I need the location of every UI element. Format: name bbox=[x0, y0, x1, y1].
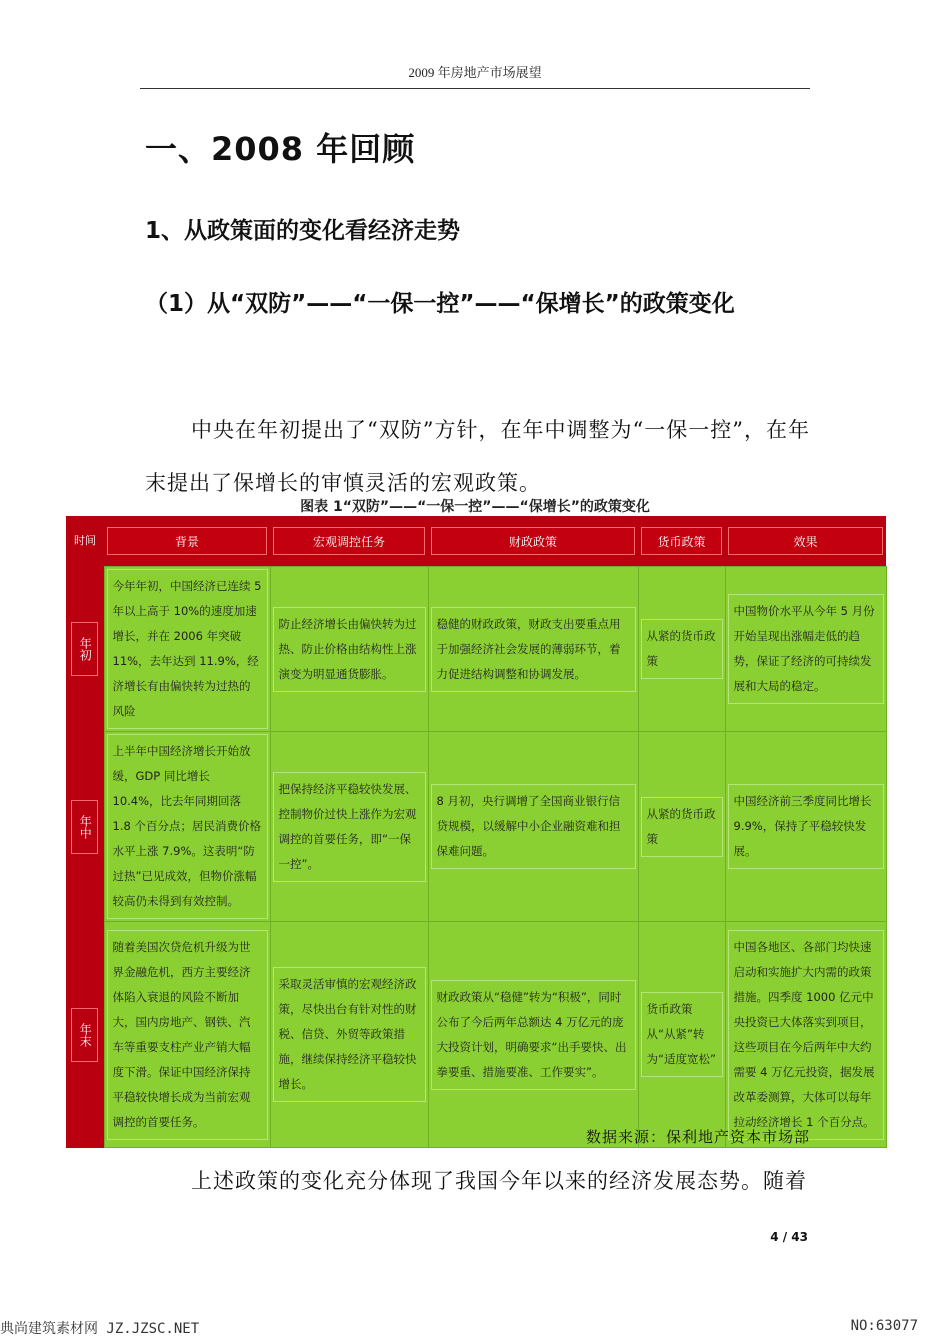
monetary-text: 从紧的货币政策 bbox=[641, 797, 723, 857]
body-paragraph: 上述政策的变化充分体现了我国今年以来的经济发展态势。随着 bbox=[191, 1169, 807, 1193]
running-header: 2009 年房地产市场展望 bbox=[408, 65, 542, 80]
subsection-heading: 1、从政策面的变化看经济走势 bbox=[145, 218, 461, 244]
background-cell bbox=[104, 732, 270, 922]
row-time-cell bbox=[66, 567, 104, 732]
watermark-number: NO:63077 bbox=[850, 1318, 918, 1334]
header-task-label: 宏观调控任务 bbox=[273, 527, 425, 555]
background-cell bbox=[104, 567, 270, 732]
task-cell bbox=[270, 922, 428, 1148]
effect-cell bbox=[725, 732, 886, 922]
background-text: 上半年中国经济增长开始放缓，GDP 同比增长 10.4%，比去年同期回落 1.8 个百分点；居民消费价格水平上涨 7.9%。这表明“防过热”已见成效，但物价涨幅较高仍未得到有效控制。 bbox=[107, 734, 268, 919]
fiscal-cell bbox=[428, 732, 638, 922]
subsubsection-heading: （1）从“双防”——“一保一控”——“保增长”的政策变化 bbox=[145, 291, 735, 317]
table-row bbox=[66, 567, 886, 732]
header-effect-label: 效果 bbox=[728, 527, 883, 555]
fiscal-text: 财政政策从“稳健”转为“积极”，同时公布了今后两年总额达 4 万亿元的庞大投资计划，明确要求“出手要快、出拳要重、措施要准、工作要实”。 bbox=[431, 980, 636, 1090]
task-cell bbox=[270, 732, 428, 922]
policy-table bbox=[66, 516, 886, 1129]
table-row bbox=[66, 922, 886, 1148]
effect-text: 中国物价水平从今年 5 月份开始呈现出涨幅走低的趋势，保证了经济的可持续发展和大局的稳定。 bbox=[728, 594, 884, 704]
background-text: 今年年初，中国经济已连续 5 年以上高于 10%的速度加速增长，并在 2006 年突破 11%，去年达到 11.9%，经济增长有由偏快转为过热的风险 bbox=[107, 569, 268, 729]
header-fiscal bbox=[428, 516, 638, 567]
row-time-label: 年中 bbox=[71, 800, 98, 854]
effect-cell bbox=[725, 567, 886, 732]
header-effect bbox=[725, 516, 886, 567]
monetary-cell bbox=[638, 922, 725, 1148]
header-time bbox=[66, 516, 104, 567]
watermark-site: 典尚建筑素材网 JZ.JZSC.NET bbox=[0, 1321, 200, 1337]
background-text: 随着美国次贷危机升级为世界金融危机，西方主要经济体陷入衰退的风险不断加大，国内房地产、钢铁、汽车等重要支柱产业产销大幅度下滑。保证中国经济保持平稳较快增长成为当前宏观调控的首要任务。 bbox=[107, 930, 268, 1140]
intro-paragraph: 中央在年初提出了“双防”方针，在年中调整为“一保一控”，在年末提出了保增长的审慎灵活的宏观政策。 bbox=[145, 418, 810, 495]
row-time-cell bbox=[66, 732, 104, 922]
row-time-label: 年初 bbox=[71, 622, 98, 676]
row-time-label: 年末 bbox=[71, 1008, 98, 1062]
task-text: 防止经济增长由偏快转为过热、防止价格由结构性上涨演变为明显通货膨胀。 bbox=[273, 607, 426, 692]
task-text: 把保持经济平稳较快发展、控制物价过快上涨作为宏观调控的首要任务，即“一保一控”。 bbox=[273, 772, 426, 882]
task-cell bbox=[270, 567, 428, 732]
monetary-text: 货币政策从“从紧”转为“适度宽松” bbox=[641, 992, 723, 1077]
header-monetary bbox=[638, 516, 725, 567]
header-task bbox=[270, 516, 428, 567]
table-header-row bbox=[66, 516, 886, 567]
header-background bbox=[104, 516, 270, 567]
effect-text: 中国各地区、各部门均快速启动和实施扩大内需的政策措施。四季度 1000 亿元中央投资已大体落实到项目，这些项目在今后两年中大约需要 4 万亿元投资，据发展改革委测算，大体可以每年拉动经济增长 1 个百分点。 bbox=[728, 930, 884, 1140]
fiscal-text: 8 月初，央行调增了全国商业银行信贷规模，以缓解中小企业融资难和担保难问题。 bbox=[431, 784, 636, 869]
fiscal-cell bbox=[428, 567, 638, 732]
monetary-cell bbox=[638, 567, 725, 732]
fiscal-text: 稳健的财政政策，财政支出要重点用于加强经济社会发展的薄弱环节，着力促进结构调整和协调发展。 bbox=[431, 607, 636, 692]
page-number: 4 / 43 bbox=[770, 1230, 808, 1244]
effect-cell bbox=[725, 922, 886, 1148]
background-cell bbox=[104, 922, 270, 1148]
task-text: 采取灵活审慎的宏观经济政策，尽快出台有针对性的财税、信贷、外贸等政策措施，继续保持经济平稳较快增长。 bbox=[273, 967, 426, 1102]
monetary-text: 从紧的货币政策 bbox=[641, 619, 723, 679]
header-divider bbox=[140, 88, 810, 89]
header-fiscal-label: 财政政策 bbox=[431, 527, 635, 555]
monetary-cell bbox=[638, 732, 725, 922]
header-background-label: 背景 bbox=[107, 527, 267, 555]
fiscal-cell bbox=[428, 922, 638, 1148]
row-time-cell bbox=[66, 922, 104, 1148]
header-time-label: 时间 bbox=[74, 534, 96, 548]
section-heading: 一、2008 年回顾 bbox=[145, 130, 416, 168]
effect-text: 中国经济前三季度同比增长 9.9%，保持了平稳较快发展。 bbox=[728, 784, 884, 869]
table-caption: 图表 1“双防”——“一保一控”——“保增长”的政策变化 bbox=[300, 499, 650, 515]
table-row bbox=[66, 732, 886, 922]
header-monetary-label: 货币政策 bbox=[641, 527, 722, 555]
data-source: 数据来源：保利地产资本市场部 bbox=[585, 1128, 810, 1146]
